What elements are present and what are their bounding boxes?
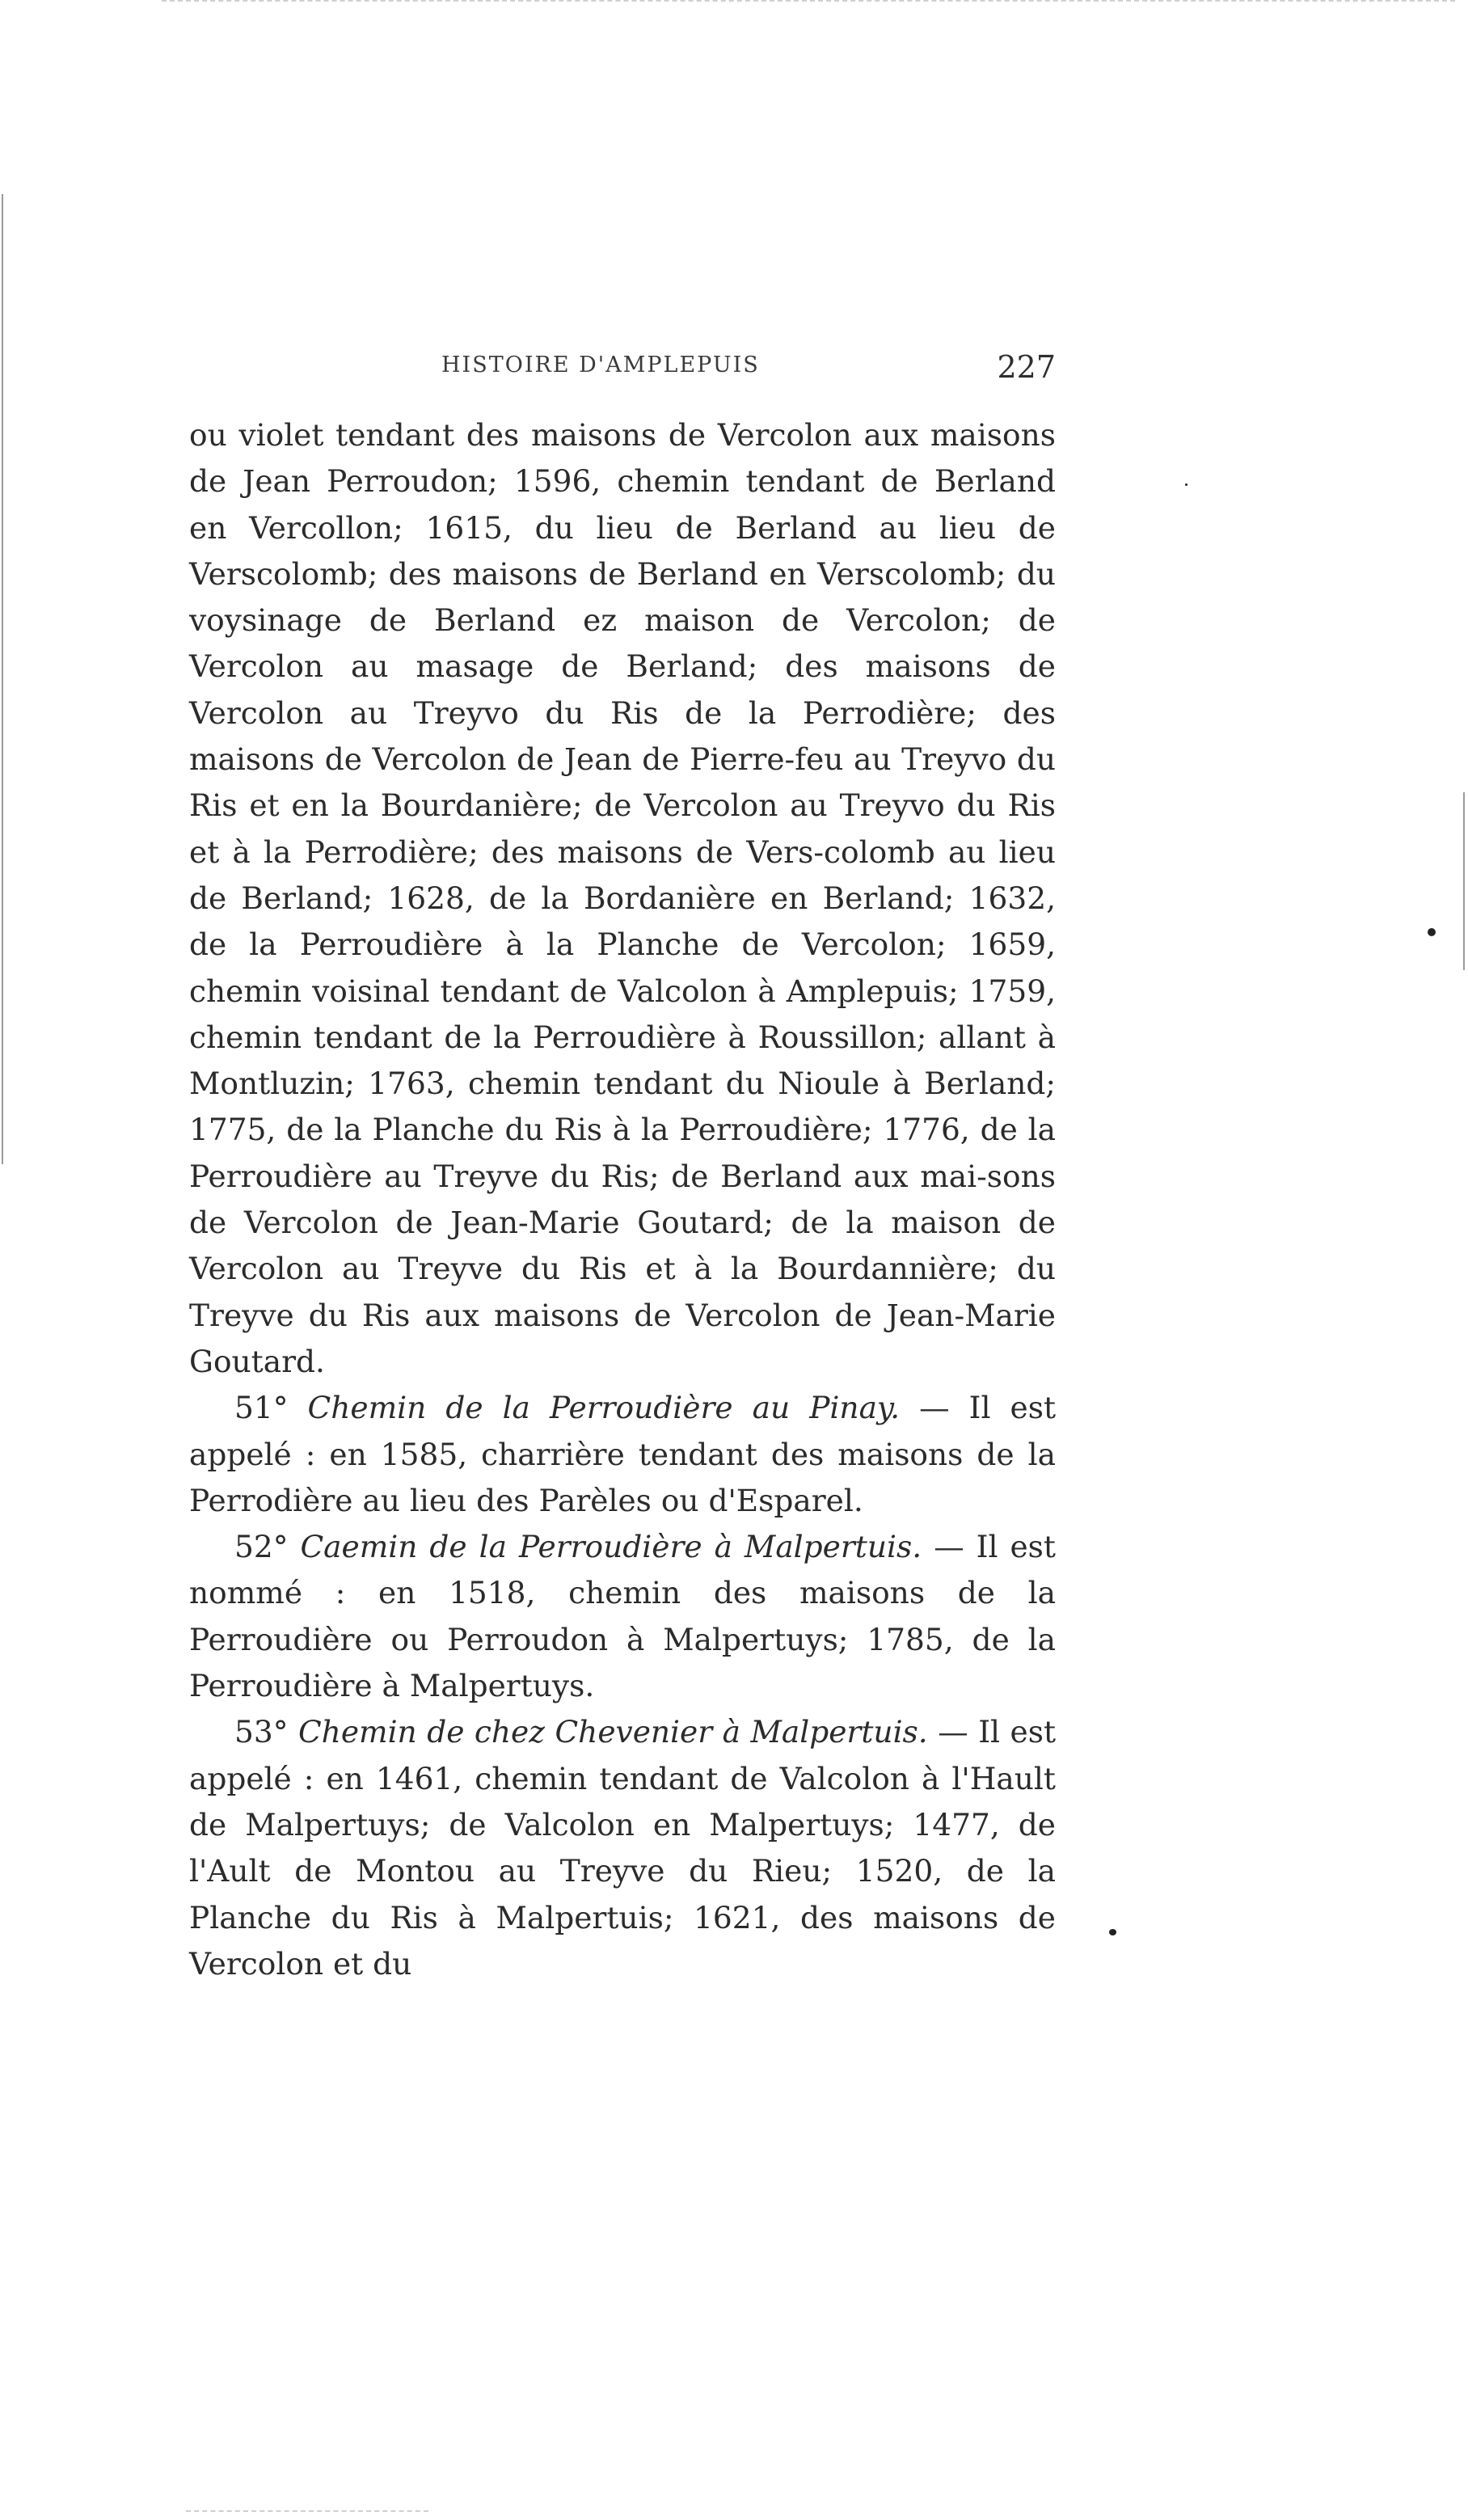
scan-left-edge xyxy=(2,194,3,1164)
paragraph-section-52 xyxy=(189,1524,1056,1709)
section-title: Chemin de chez Chevenier à Malpertuis. xyxy=(297,1714,928,1750)
paragraph-text: — Il est nommé : en 1518, chemin des maisons de la Perroudière ou Perroudon à Malpertuys; 1785, de la Perroudière à Malpertuys. xyxy=(189,1529,1056,1704)
paragraph-text: — Il est appelé : en 1585, charrière tendant des maisons de la Perrodière au lieu des Parèles ou d'Esparel. xyxy=(189,1390,1057,1518)
page-header xyxy=(189,349,1056,390)
section-title: Chemin de la Perroudière au Pinay. xyxy=(307,1390,901,1426)
section-number: 52° xyxy=(234,1529,289,1565)
section-number: 51° xyxy=(234,1390,289,1426)
body-text xyxy=(189,412,1056,1987)
paragraph-continuation xyxy=(189,412,1056,1385)
paragraph-section-53 xyxy=(189,1709,1056,1987)
scan-top-edge xyxy=(162,0,1455,2)
section-number: 53° xyxy=(234,1714,289,1750)
scan-bottom-edge xyxy=(186,2510,428,2512)
section-title: Caemin de la Perroudière à Malpertuis. xyxy=(300,1529,922,1565)
paragraph-text: ou violet tendant des maisons de Vercolon aux maisons de Jean Perroudon; 1596, chemin tendant de Berland en Vercollon; 1615, du lieu de Berland au lieu de Verscolomb; des maisons de Berland en Verscolomb; du voysinage de Berland ez maison de Vercolon; de Vercolon au masage de Berland; des maisons de Vercolon au Treyvo du Ris de la Perrodière; des maisons de Vercolon de Jean de Pierre-feu au Treyvo du Ris et en la Bourdanière; de Vercolon au Treyvo du Ris et à la Perrodière; des maisons de Vers-colomb au lieu de Berland; 1628, de la Bordanière en Berland; 1632, de la Perroudière à la Planche de Vercolon; 1659, chemin voisinal tendant de Valcolon à Amplepuis; 1759, chemin tendant de la Perroudière à Roussillon; allant à Montluzin; 1763, chemin tendant du Nioule à Berland; 1775, de la Planche du Ris à la Perroudière; 1776, de la Perroudière au Treyve du Ris; de Berland aux mai-sons de Vercolon de Jean-Marie Goutard; de la maison de Vercolon au Treyve du Ris et à la Bourdannière; du Treyve du Ris aux maisons de Vercolon de Jean-Marie Goutard. xyxy=(189,417,1056,1379)
ink-speck xyxy=(1428,928,1436,936)
paragraph-section-51 xyxy=(189,1385,1056,1524)
scan-right-edge xyxy=(1463,792,1465,970)
running-title: HISTOIRE D'AMPLEPUIS xyxy=(441,352,760,378)
ink-speck xyxy=(1185,483,1187,486)
ink-speck xyxy=(1109,1929,1116,1935)
paragraph-text: — Il est appelé : en 1461, chemin tendant de Valcolon à l'Hault de Malpertuys; de Valcolon en Malpertuys; 1477, de l'Ault de Montou au Treyve du Rieu; 1520, de la Planche du Ris à Malpertuis; 1621, des maisons de Vercolon et du xyxy=(189,1714,1057,1982)
page-number: 227 xyxy=(997,349,1056,385)
